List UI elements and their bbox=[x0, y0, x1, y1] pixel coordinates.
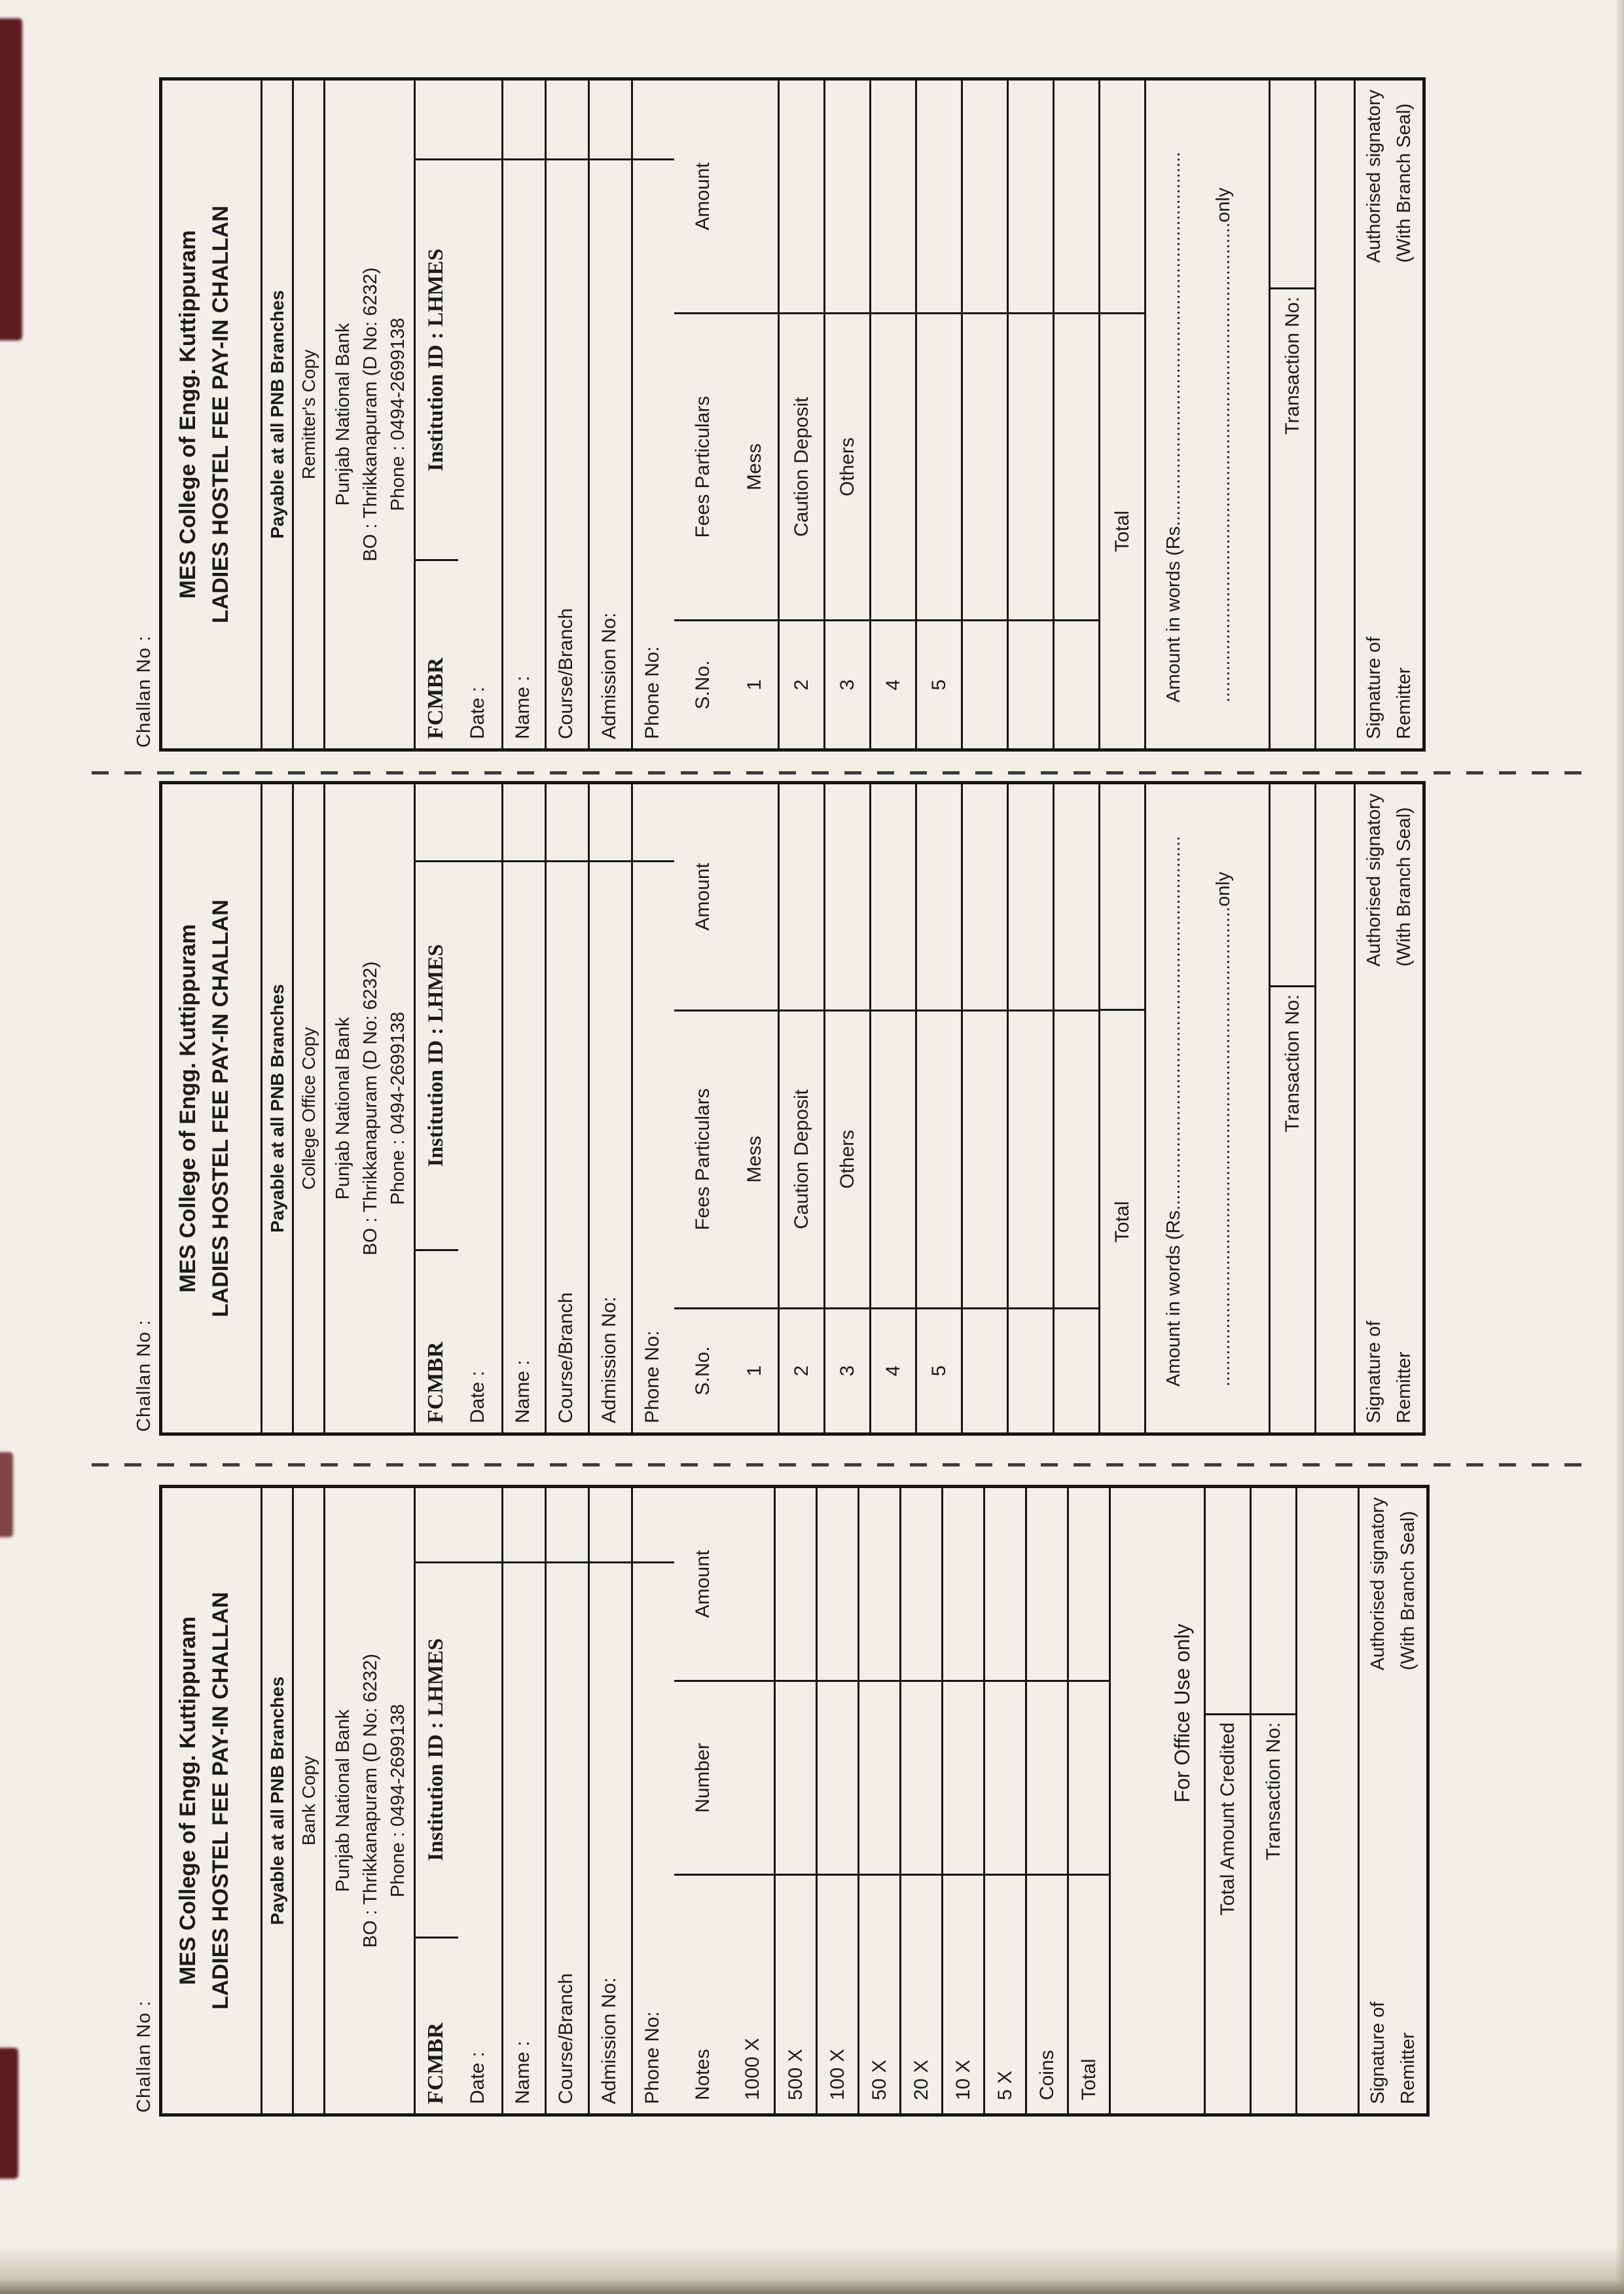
field-side-cell bbox=[458, 1488, 501, 1563]
institution-id: Institution ID : LHMES bbox=[416, 1563, 458, 1939]
notes-row-number bbox=[985, 1682, 1025, 1876]
field-row bbox=[501, 1488, 545, 2113]
empty-row bbox=[1295, 1488, 1358, 2113]
college-title bbox=[162, 81, 261, 748]
notes-row bbox=[983, 1488, 1025, 2113]
fees-total-label: Total bbox=[1111, 1201, 1133, 1243]
field-side-cell bbox=[633, 1488, 674, 1563]
transaction-label: Transaction No: bbox=[1281, 297, 1303, 435]
notes-row bbox=[774, 1488, 816, 2113]
fees-row-amount bbox=[1055, 81, 1098, 314]
scan-artifact bbox=[0, 1452, 13, 1537]
title-line-2: LADIES HOSTEL FEE PAY-IN CHALLAN bbox=[208, 900, 233, 1317]
fees-row bbox=[778, 784, 823, 1432]
paper-edge-shadow bbox=[0, 2246, 1624, 2294]
field-label: Admission No: bbox=[598, 1296, 620, 1423]
notes-row-amount bbox=[732, 1488, 774, 1682]
fees-row bbox=[915, 81, 961, 748]
notes-row-amount bbox=[901, 1488, 941, 1682]
field-label: Date : bbox=[467, 1370, 488, 1423]
signature-left-line1: Signature of bbox=[1363, 1320, 1384, 1423]
notes-row-amount bbox=[776, 1488, 816, 1682]
fees-row-amount bbox=[917, 784, 961, 1011]
fees-row bbox=[961, 784, 1007, 1432]
fees-row-amount bbox=[963, 784, 1007, 1011]
transaction-label: Transaction No: bbox=[1281, 994, 1303, 1133]
fees-row bbox=[1007, 81, 1053, 748]
field-side-cell bbox=[458, 784, 501, 862]
challan-copy-1 bbox=[116, 77, 1426, 752]
remitter-signature-label bbox=[1359, 637, 1419, 748]
bank-phone: Phone : 0494-2699138 bbox=[388, 318, 408, 511]
fees-row-particulars: Caution Deposit bbox=[780, 1011, 823, 1309]
fees-row-sno: 4 bbox=[882, 679, 904, 691]
field-side-cell bbox=[503, 784, 545, 862]
empty-row bbox=[1314, 81, 1354, 748]
notes-row-denomination: 500 X bbox=[784, 2048, 806, 2100]
field-row bbox=[588, 784, 631, 1432]
signature-right-line1: Authorised signatory bbox=[1363, 793, 1384, 967]
fees-row-sno: 1 bbox=[744, 679, 765, 691]
notes-row-denomination: Total bbox=[1077, 2058, 1100, 2100]
notes-row-denomination: 100 X bbox=[826, 2048, 848, 2100]
fees-row bbox=[778, 81, 823, 748]
remitter-signature-label bbox=[1359, 1321, 1419, 1432]
fees-row-amount bbox=[917, 81, 961, 314]
fees-row-sno: 3 bbox=[836, 1365, 858, 1377]
signature-right-line1: Authorised signatory bbox=[1363, 90, 1384, 263]
challan-frame bbox=[159, 781, 1426, 1436]
field-label: Course/Branch bbox=[555, 1973, 577, 2104]
challan-no-label: Challan No : bbox=[134, 635, 154, 748]
notes-row-amount bbox=[943, 1488, 983, 1682]
fees-row-amount bbox=[1055, 784, 1098, 1011]
fees-row bbox=[1007, 784, 1053, 1432]
fees-header-amount: Amount bbox=[674, 784, 732, 1011]
fees-row-particulars bbox=[1009, 314, 1053, 621]
college-title bbox=[162, 784, 261, 1432]
fees-row-amount bbox=[825, 784, 869, 1011]
fcmbr-code: FCMBR bbox=[424, 657, 448, 739]
fees-row-particulars bbox=[917, 1011, 961, 1309]
cut-line bbox=[92, 771, 1591, 774]
field-side-cell bbox=[633, 81, 674, 160]
fees-row-particulars bbox=[963, 1011, 1007, 1309]
field-label: Name : bbox=[512, 1360, 533, 1423]
cut-line bbox=[92, 1463, 1591, 1466]
signature-right-line2: (With Branch Seal) bbox=[1394, 103, 1415, 263]
notes-row-denomination: 10 X bbox=[952, 2060, 974, 2100]
notes-row-amount bbox=[1069, 1488, 1109, 1682]
fees-row-sno bbox=[963, 621, 1007, 748]
fees-row bbox=[1053, 784, 1098, 1432]
field-label: Phone No: bbox=[641, 646, 663, 739]
field-side-cell bbox=[633, 784, 674, 862]
transaction-row bbox=[1250, 1488, 1295, 2113]
notes-row-number bbox=[943, 1682, 983, 1876]
fees-row bbox=[732, 81, 778, 748]
amount-words-line1: Amount in words (Rs....................................................................... bbox=[1163, 835, 1184, 1387]
field-row bbox=[545, 1488, 588, 2113]
fees-row-amount bbox=[780, 81, 823, 314]
fees-row bbox=[1053, 81, 1098, 748]
scan-artifact bbox=[0, 18, 22, 340]
signature-row bbox=[1358, 1488, 1426, 2113]
notes-row-number bbox=[1027, 1682, 1067, 1876]
office-use-label: For Office Use only bbox=[1109, 1488, 1204, 2113]
fees-row-amount bbox=[871, 81, 915, 314]
field-side-cell bbox=[547, 784, 588, 862]
field-label: Admission No: bbox=[598, 1977, 620, 2104]
fees-header-particulars: Fees Particulars bbox=[674, 314, 732, 621]
signature-left-line1: Signature of bbox=[1367, 2001, 1388, 2104]
payable-row: Payable at all PNB Branches bbox=[261, 784, 292, 1432]
fees-row-particulars bbox=[871, 1011, 915, 1309]
fees-header-particulars: Fees Particulars bbox=[674, 1011, 732, 1309]
fees-total-amount-cell bbox=[1100, 81, 1144, 314]
transaction-row bbox=[1269, 81, 1314, 748]
field-side-cell bbox=[503, 1488, 545, 1563]
fees-row-sno bbox=[1009, 621, 1053, 748]
fcmbr-code: FCMBR bbox=[424, 1341, 448, 1423]
field-label: Admission No: bbox=[598, 612, 620, 739]
bank-details bbox=[323, 1488, 414, 2113]
fees-row bbox=[732, 784, 778, 1432]
empty-row bbox=[1314, 784, 1354, 1432]
field-row bbox=[458, 81, 501, 748]
transaction-row bbox=[1269, 784, 1314, 1432]
notes-row-denomination: 50 X bbox=[868, 2060, 890, 2100]
challan-frame bbox=[159, 1485, 1430, 2117]
signature-right-line1: Authorised signatory bbox=[1367, 1497, 1388, 1671]
field-side-cell bbox=[590, 784, 631, 862]
transaction-label: Transaction No: bbox=[1262, 1722, 1284, 1861]
signature-row bbox=[1354, 784, 1422, 1432]
fees-row-amount bbox=[732, 784, 778, 1011]
fees-row-amount bbox=[871, 784, 915, 1011]
paper-edge-shadow bbox=[1615, 0, 1624, 2294]
bank-name: Punjab National Bank bbox=[333, 323, 353, 506]
notes-table-header bbox=[674, 1488, 732, 2113]
notes-row-denomination: Coins bbox=[1036, 2050, 1058, 2100]
fcmbr-side-cell bbox=[416, 1488, 458, 1563]
bank-details bbox=[323, 81, 414, 748]
fees-row-sno: 1 bbox=[744, 1365, 765, 1377]
amount-words-line2: ...........................................................................................only bbox=[1213, 871, 1234, 1387]
notes-row-number bbox=[859, 1682, 899, 1876]
field-row bbox=[501, 81, 545, 748]
fcmbr-code: FCMBR bbox=[424, 2022, 448, 2104]
fees-row bbox=[961, 81, 1007, 748]
bank-name: Punjab National Bank bbox=[333, 1709, 353, 1892]
fees-row-amount bbox=[963, 81, 1007, 314]
fees-row-amount bbox=[732, 81, 778, 314]
fees-table-header bbox=[674, 81, 732, 748]
fees-row-particulars: Others bbox=[825, 1011, 869, 1309]
signature-row bbox=[1354, 81, 1422, 748]
total-amount-credited-row bbox=[1204, 1488, 1250, 2113]
challan-frame bbox=[159, 77, 1426, 752]
field-label: Date : bbox=[467, 2051, 488, 2104]
signature-left-line2: Remitter bbox=[1398, 2032, 1418, 2104]
amount-words-line1: Amount in words (Rs....................................................................... bbox=[1163, 151, 1184, 702]
field-label: Phone No: bbox=[641, 2011, 663, 2104]
notes-header-amount: Amount bbox=[674, 1488, 732, 1682]
field-row bbox=[458, 784, 501, 1432]
institution-id: Institution ID : LHMES bbox=[416, 160, 458, 561]
fees-row-sno bbox=[1009, 1309, 1053, 1432]
payable-row: Payable at all PNB Branches bbox=[261, 1488, 292, 2113]
copy-label: College Office Copy bbox=[292, 784, 323, 1432]
notes-row-number bbox=[901, 1682, 941, 1876]
transaction-box bbox=[1271, 81, 1314, 289]
signature-right-line2: (With Branch Seal) bbox=[1398, 1511, 1418, 1671]
field-row bbox=[545, 81, 588, 748]
title-line-2: LADIES HOSTEL FEE PAY-IN CHALLAN bbox=[208, 1592, 233, 2010]
title-line-1: MES College of Engg. Kuttippuram bbox=[175, 230, 200, 599]
fees-total-amount-cell bbox=[1100, 784, 1144, 1011]
fees-row-sno: 4 bbox=[882, 1365, 904, 1377]
transaction-box bbox=[1271, 784, 1314, 987]
fees-header-amount: Amount bbox=[674, 81, 732, 314]
signature-left-line2: Remitter bbox=[1394, 667, 1415, 739]
notes-row bbox=[1025, 1488, 1067, 2113]
challan-copy-2 bbox=[116, 781, 1426, 1436]
field-row bbox=[501, 784, 545, 1432]
fees-table-header bbox=[674, 784, 732, 1432]
transaction-box bbox=[1252, 1488, 1295, 1715]
challan-copy-3 bbox=[116, 1485, 1430, 2117]
field-row bbox=[545, 784, 588, 1432]
fees-row-particulars: Others bbox=[825, 314, 869, 621]
fees-row-particulars: Mess bbox=[732, 1011, 778, 1309]
fees-row-amount bbox=[1009, 81, 1053, 314]
field-label: Phone No: bbox=[641, 1330, 663, 1423]
fcmbr-row bbox=[414, 81, 458, 748]
scan-artifact bbox=[0, 2048, 18, 2179]
field-row bbox=[631, 81, 674, 748]
field-label: Course/Branch bbox=[555, 1292, 577, 1423]
bank-details bbox=[323, 784, 414, 1432]
signature-left-line1: Signature of bbox=[1363, 636, 1384, 739]
fees-row-particulars bbox=[1055, 1011, 1098, 1309]
fees-row-particulars bbox=[871, 314, 915, 621]
fees-row bbox=[869, 81, 915, 748]
fees-row-particulars bbox=[1055, 314, 1098, 621]
fees-row-sno bbox=[1055, 621, 1098, 748]
copy-label: Remitter's Copy bbox=[292, 81, 323, 748]
fees-row-particulars: Caution Deposit bbox=[780, 314, 823, 621]
field-label: Course/Branch bbox=[555, 608, 577, 739]
amount-in-words bbox=[1144, 81, 1269, 748]
fees-total-label: Total bbox=[1111, 510, 1133, 553]
institution-id: Institution ID : LHMES bbox=[416, 862, 458, 1251]
notes-header-number: Number bbox=[674, 1682, 732, 1876]
bank-branch: BO : Thrikkanapuram (D No: 6232) bbox=[360, 267, 381, 562]
notes-row bbox=[732, 1488, 774, 2113]
field-row bbox=[588, 1488, 631, 2113]
challan-no-label: Challan No : bbox=[134, 2000, 154, 2113]
field-side-cell bbox=[590, 1488, 631, 1563]
fees-total-row bbox=[1098, 81, 1144, 748]
authorised-signatory-label bbox=[1363, 1488, 1423, 1670]
fees-row-amount bbox=[1009, 784, 1053, 1011]
field-row bbox=[631, 1488, 674, 2113]
fees-total-row bbox=[1098, 784, 1144, 1432]
notes-row-amount bbox=[818, 1488, 857, 1682]
fees-row-sno bbox=[1055, 1309, 1098, 1432]
notes-row-amount bbox=[985, 1488, 1025, 1682]
signature-left-line2: Remitter bbox=[1394, 1351, 1415, 1423]
fees-row-particulars bbox=[963, 314, 1007, 621]
total-amount-credited-label: Total Amount Credited bbox=[1216, 1722, 1238, 1916]
fcmbr-row bbox=[414, 1488, 458, 2113]
field-row bbox=[588, 81, 631, 748]
fees-row-sno: 2 bbox=[790, 679, 812, 691]
field-label: Name : bbox=[512, 676, 533, 739]
notes-row-number bbox=[818, 1682, 857, 1876]
total-amount-credited-box bbox=[1206, 1488, 1250, 1715]
fees-row bbox=[823, 784, 869, 1432]
notes-row-number bbox=[1069, 1682, 1109, 1876]
title-line-1: MES College of Engg. Kuttippuram bbox=[175, 1616, 200, 1985]
field-row bbox=[458, 1488, 501, 2113]
fees-row-amount bbox=[825, 81, 869, 314]
fees-row bbox=[869, 784, 915, 1432]
fees-row-sno: 5 bbox=[928, 679, 950, 691]
fees-row-sno bbox=[963, 1309, 1007, 1432]
bank-phone: Phone : 0494-2699138 bbox=[388, 1011, 408, 1205]
fees-row-particulars bbox=[1009, 1011, 1053, 1309]
field-side-cell bbox=[590, 81, 631, 160]
notes-row-amount bbox=[859, 1488, 899, 1682]
notes-row bbox=[857, 1488, 899, 2113]
bank-branch: BO : Thrikkanapuram (D No: 6232) bbox=[360, 961, 381, 1256]
notes-row-denomination: 5 X bbox=[994, 2070, 1016, 2100]
fees-row-particulars bbox=[917, 314, 961, 621]
fees-row-sno: 5 bbox=[928, 1365, 950, 1377]
field-side-cell bbox=[503, 81, 545, 160]
fees-row-sno: 2 bbox=[790, 1365, 812, 1377]
signature-right-line2: (With Branch Seal) bbox=[1394, 807, 1415, 967]
amount-in-words bbox=[1144, 784, 1269, 1432]
payable-row: Payable at all PNB Branches bbox=[261, 81, 292, 748]
bank-phone: Phone : 0494-2699138 bbox=[388, 1703, 408, 1898]
fees-row-amount bbox=[780, 784, 823, 1011]
field-row bbox=[631, 784, 674, 1432]
fees-header-sno: S.No. bbox=[692, 1346, 713, 1396]
fees-row-particulars: Mess bbox=[732, 314, 778, 621]
fees-row-sno: 3 bbox=[836, 679, 858, 691]
authorised-signatory-label bbox=[1359, 784, 1419, 966]
title-line-2: LADIES HOSTEL FEE PAY-IN CHALLAN bbox=[208, 206, 233, 623]
notes-row-denomination: 20 X bbox=[910, 2060, 932, 2100]
bank-name: Punjab National Bank bbox=[333, 1017, 353, 1200]
authorised-signatory-label bbox=[1359, 81, 1419, 263]
notes-row-number bbox=[776, 1682, 816, 1876]
challan-no-label: Challan No : bbox=[134, 1319, 154, 1432]
copy-label: Bank Copy bbox=[292, 1488, 323, 2113]
fees-row bbox=[915, 784, 961, 1432]
notes-row bbox=[941, 1488, 983, 2113]
fees-row bbox=[823, 81, 869, 748]
fcmbr-side-cell bbox=[416, 784, 458, 862]
college-title bbox=[162, 1488, 261, 2113]
bank-branch: BO : Thrikkanapuram (D No: 6232) bbox=[360, 1653, 381, 1948]
notes-row bbox=[899, 1488, 941, 2113]
fcmbr-side-cell bbox=[416, 81, 458, 160]
notes-row-number bbox=[732, 1682, 774, 1876]
field-label: Date : bbox=[467, 686, 488, 739]
notes-header-notes: Notes bbox=[692, 2048, 713, 2100]
remitter-signature-label bbox=[1363, 2002, 1423, 2113]
field-side-cell bbox=[547, 1488, 588, 1563]
notes-row bbox=[816, 1488, 857, 2113]
notes-row-denomination: 1000 X bbox=[742, 2037, 763, 2100]
fees-header-sno: S.No. bbox=[692, 660, 713, 710]
notes-row-amount bbox=[1027, 1488, 1067, 1682]
field-label: Name : bbox=[512, 2041, 533, 2104]
notes-row bbox=[1067, 1488, 1109, 2113]
field-side-cell bbox=[547, 81, 588, 160]
title-line-1: MES College of Engg. Kuttippuram bbox=[175, 924, 200, 1293]
fcmbr-row bbox=[414, 784, 458, 1432]
field-side-cell bbox=[458, 81, 501, 160]
amount-words-line2: ...........................................................................................only bbox=[1213, 187, 1234, 702]
